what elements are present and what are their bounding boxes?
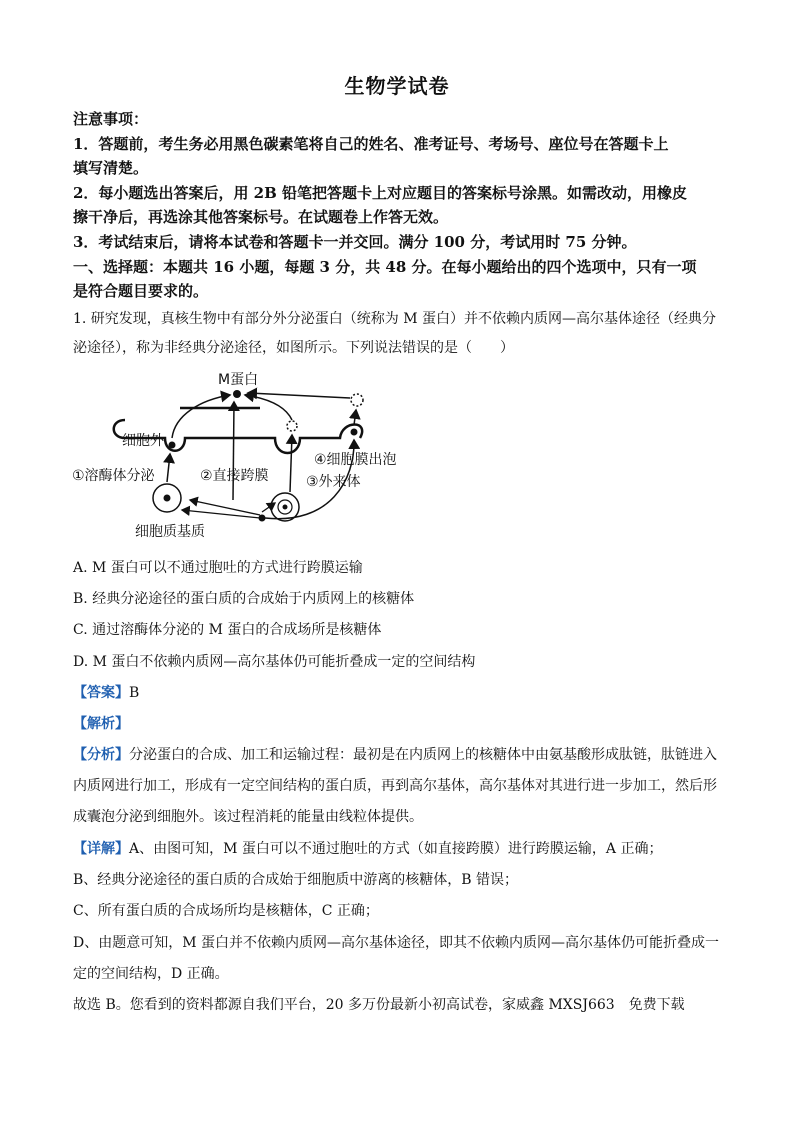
answer-label: 【答案】 bbox=[73, 685, 129, 701]
lysosome-release-dot bbox=[169, 442, 176, 449]
path4-label: ④细胞膜出泡 bbox=[314, 452, 397, 468]
detail-label: 【详解】 bbox=[73, 841, 129, 857]
analysis-heading bbox=[73, 713, 129, 733]
outside-label: 细胞外 bbox=[122, 433, 164, 449]
fenxi-line-2: 内质网进行加工，形成有一定空间结构的蛋白质，再到高尔基体，高尔基体对其进行进一步加工，然后形 bbox=[73, 778, 717, 794]
notice-item-3: 3．考试结束后，请将本试卷和答题卡一并交回。满分 100 分，考试用时 75 分钟。 bbox=[73, 233, 637, 251]
detail-line-d-cont: 定的空间结构，D 正确。 bbox=[73, 966, 229, 982]
answer-value: B bbox=[129, 685, 140, 701]
section-heading-cont: 是符合题目要求的。 bbox=[73, 282, 209, 300]
notice-item-1: 1．答题前，考生务必用黑色碳素笔将自己的姓名、准考证号、考场号、座位号在答题卡上 bbox=[73, 135, 669, 153]
question-stem: 1. 研究发现，真核生物中有部分外分泌蛋白（统称为 M 蛋白）并不依赖内质网—高尔基体途径（经典分 bbox=[73, 311, 717, 327]
fenxi-line-1 bbox=[73, 744, 717, 764]
detail-line-a bbox=[73, 838, 662, 858]
exosome-icon bbox=[287, 421, 297, 431]
notice-item-2: 2．每小题选出答案后，用 2B 铅笔把答题卡上对应题目的答案标号涂黑。如需改动，用橡皮 bbox=[73, 184, 688, 202]
question-stem-cont: 泌途径），称为非经典分泌途径，如图所示。下列说法错误的是（ ） bbox=[73, 340, 514, 356]
detail-line-b: B、经典分泌途径的蛋白质的合成始于细胞质中游离的核糖体，B 错误； bbox=[73, 872, 519, 888]
final-line: 故选 B。您看到的资料都源自我们平台，20 多万份最新小初高试卷，家威鑫 MXSJ663 免费下载 bbox=[73, 997, 685, 1013]
fenxi-label: 【分析】 bbox=[73, 747, 129, 763]
bleb-dot bbox=[351, 429, 358, 436]
option-d: D. M 蛋白不依赖内质网—高尔基体仍可能折叠成一定的空间结构 bbox=[73, 654, 476, 670]
detail-line-c: C、所有蛋白质的合成场所均是核糖体，C 正确； bbox=[73, 903, 379, 919]
m-protein-label: M蛋白 bbox=[218, 372, 259, 388]
answer-line bbox=[73, 682, 139, 702]
fenxi-text-1: 分泌蛋白的合成、加工和运输过程：最初是在内质网上的核糖体中由氨基酸形成肽链，肽链进入 bbox=[129, 747, 717, 763]
fenxi-line-3: 成囊泡分泌到细胞外。该过程消耗的能量由线粒体提供。 bbox=[73, 809, 423, 825]
notice-item-1-cont: 填写清楚。 bbox=[73, 159, 149, 177]
option-b: B. 经典分泌途径的蛋白质的合成始于内质网上的核糖体 bbox=[73, 591, 415, 607]
cytoplasm-label: 细胞质基质 bbox=[135, 524, 205, 540]
option-a: A. M 蛋白可以不通过胞吐的方式进行跨膜运输 bbox=[73, 560, 363, 576]
microvesicle-icon bbox=[351, 394, 363, 406]
analysis-label: 【解析】 bbox=[73, 716, 129, 732]
page-title: 生物学试卷 bbox=[344, 74, 450, 98]
notice-item-2-cont: 擦干净后，再选涂其他答案标号。在试题卷上作答无效。 bbox=[73, 208, 449, 226]
m-protein-dot bbox=[233, 390, 241, 398]
notice-heading: 注意事项： bbox=[73, 110, 149, 128]
path3-label: ③外来体 bbox=[306, 474, 361, 490]
option-c: C. 通过溶酶体分泌的 M 蛋白的合成场所是核糖体 bbox=[73, 622, 382, 638]
secretion-pathway-diagram bbox=[70, 360, 450, 550]
path1-label: ①溶酶体分泌 bbox=[72, 468, 155, 484]
section-heading: 一、选择题：本题共 16 小题，每题 3 分，共 48 分。在每小题给出的四个选项中，只有一项 bbox=[73, 258, 697, 276]
detail-line-d: D、由题意可知，M 蛋白并不依赖内质网—高尔基体途径，即其不依赖内质网—高尔基体仍可能折叠成一 bbox=[73, 935, 720, 951]
detail-text-a: A、由图可知，M 蛋白可以不通过胞吐的方式（如直接跨膜）进行跨膜运输，A 正确； bbox=[129, 841, 663, 857]
path2-label: ②直接跨膜 bbox=[200, 468, 269, 484]
